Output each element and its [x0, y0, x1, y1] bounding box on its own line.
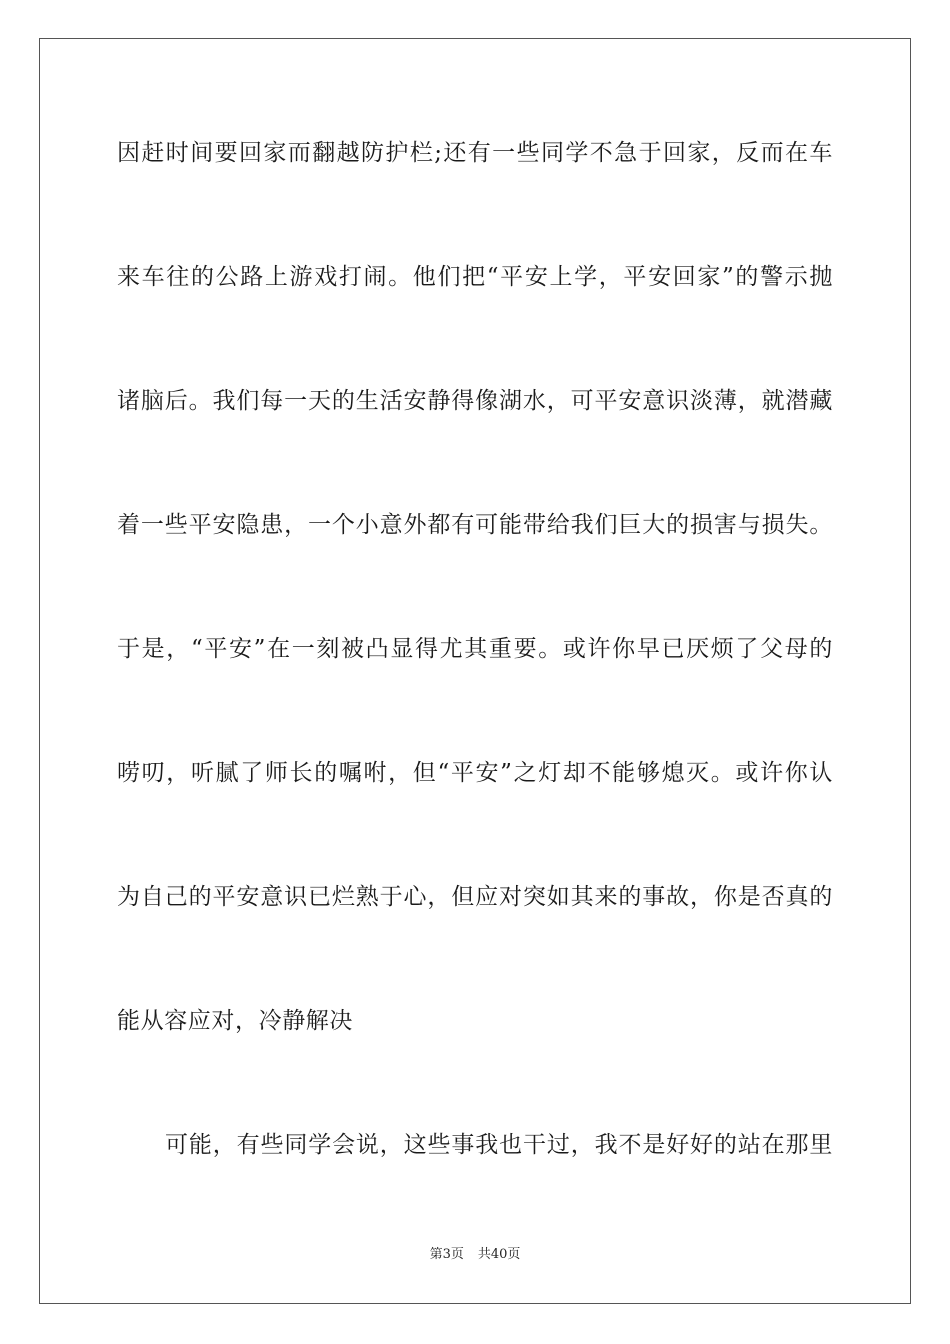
- page-number: 第3页: [429, 1247, 464, 1262]
- paragraph-line: 唠叨，听腻了师长的嘱咐，但“平安”之灯却不能够熄灭。或许你认: [117, 760, 833, 786]
- page-border: [39, 38, 911, 1304]
- paragraph-line: 为自己的平安意识已烂熟于心，但应对突如其来的事故，你是否真的: [117, 884, 833, 910]
- page-footer: [0, 1246, 950, 1264]
- paragraph-line: 来车往的公路上游戏打闹。他们把“平安上学，平安回家”的警示抛: [117, 264, 833, 290]
- paragraph-line: 着一些平安隐患，一个小意外都有可能带给我们巨大的损害与损失。: [117, 512, 833, 538]
- paragraph-line-last: 能从容应对，冷静解决: [117, 1008, 353, 1034]
- paragraph-line: 因赶时间要回家而翻越防护栏;还有一些同学不急于回家，反而在车: [117, 140, 833, 166]
- paragraph-line: 诸脑后。我们每一天的生活安静得像湖水，可平安意识淡薄，就潜藏: [117, 388, 833, 414]
- paragraph-line: 于是，“平安”在一刻被凸显得尤其重要。或许你早已厌烦了父母的: [117, 636, 833, 662]
- paragraph-line-indented: 可能，有些同学会说，这些事我也干过，我不是好好的站在那里: [165, 1132, 833, 1158]
- page-total: 共40页: [477, 1247, 521, 1262]
